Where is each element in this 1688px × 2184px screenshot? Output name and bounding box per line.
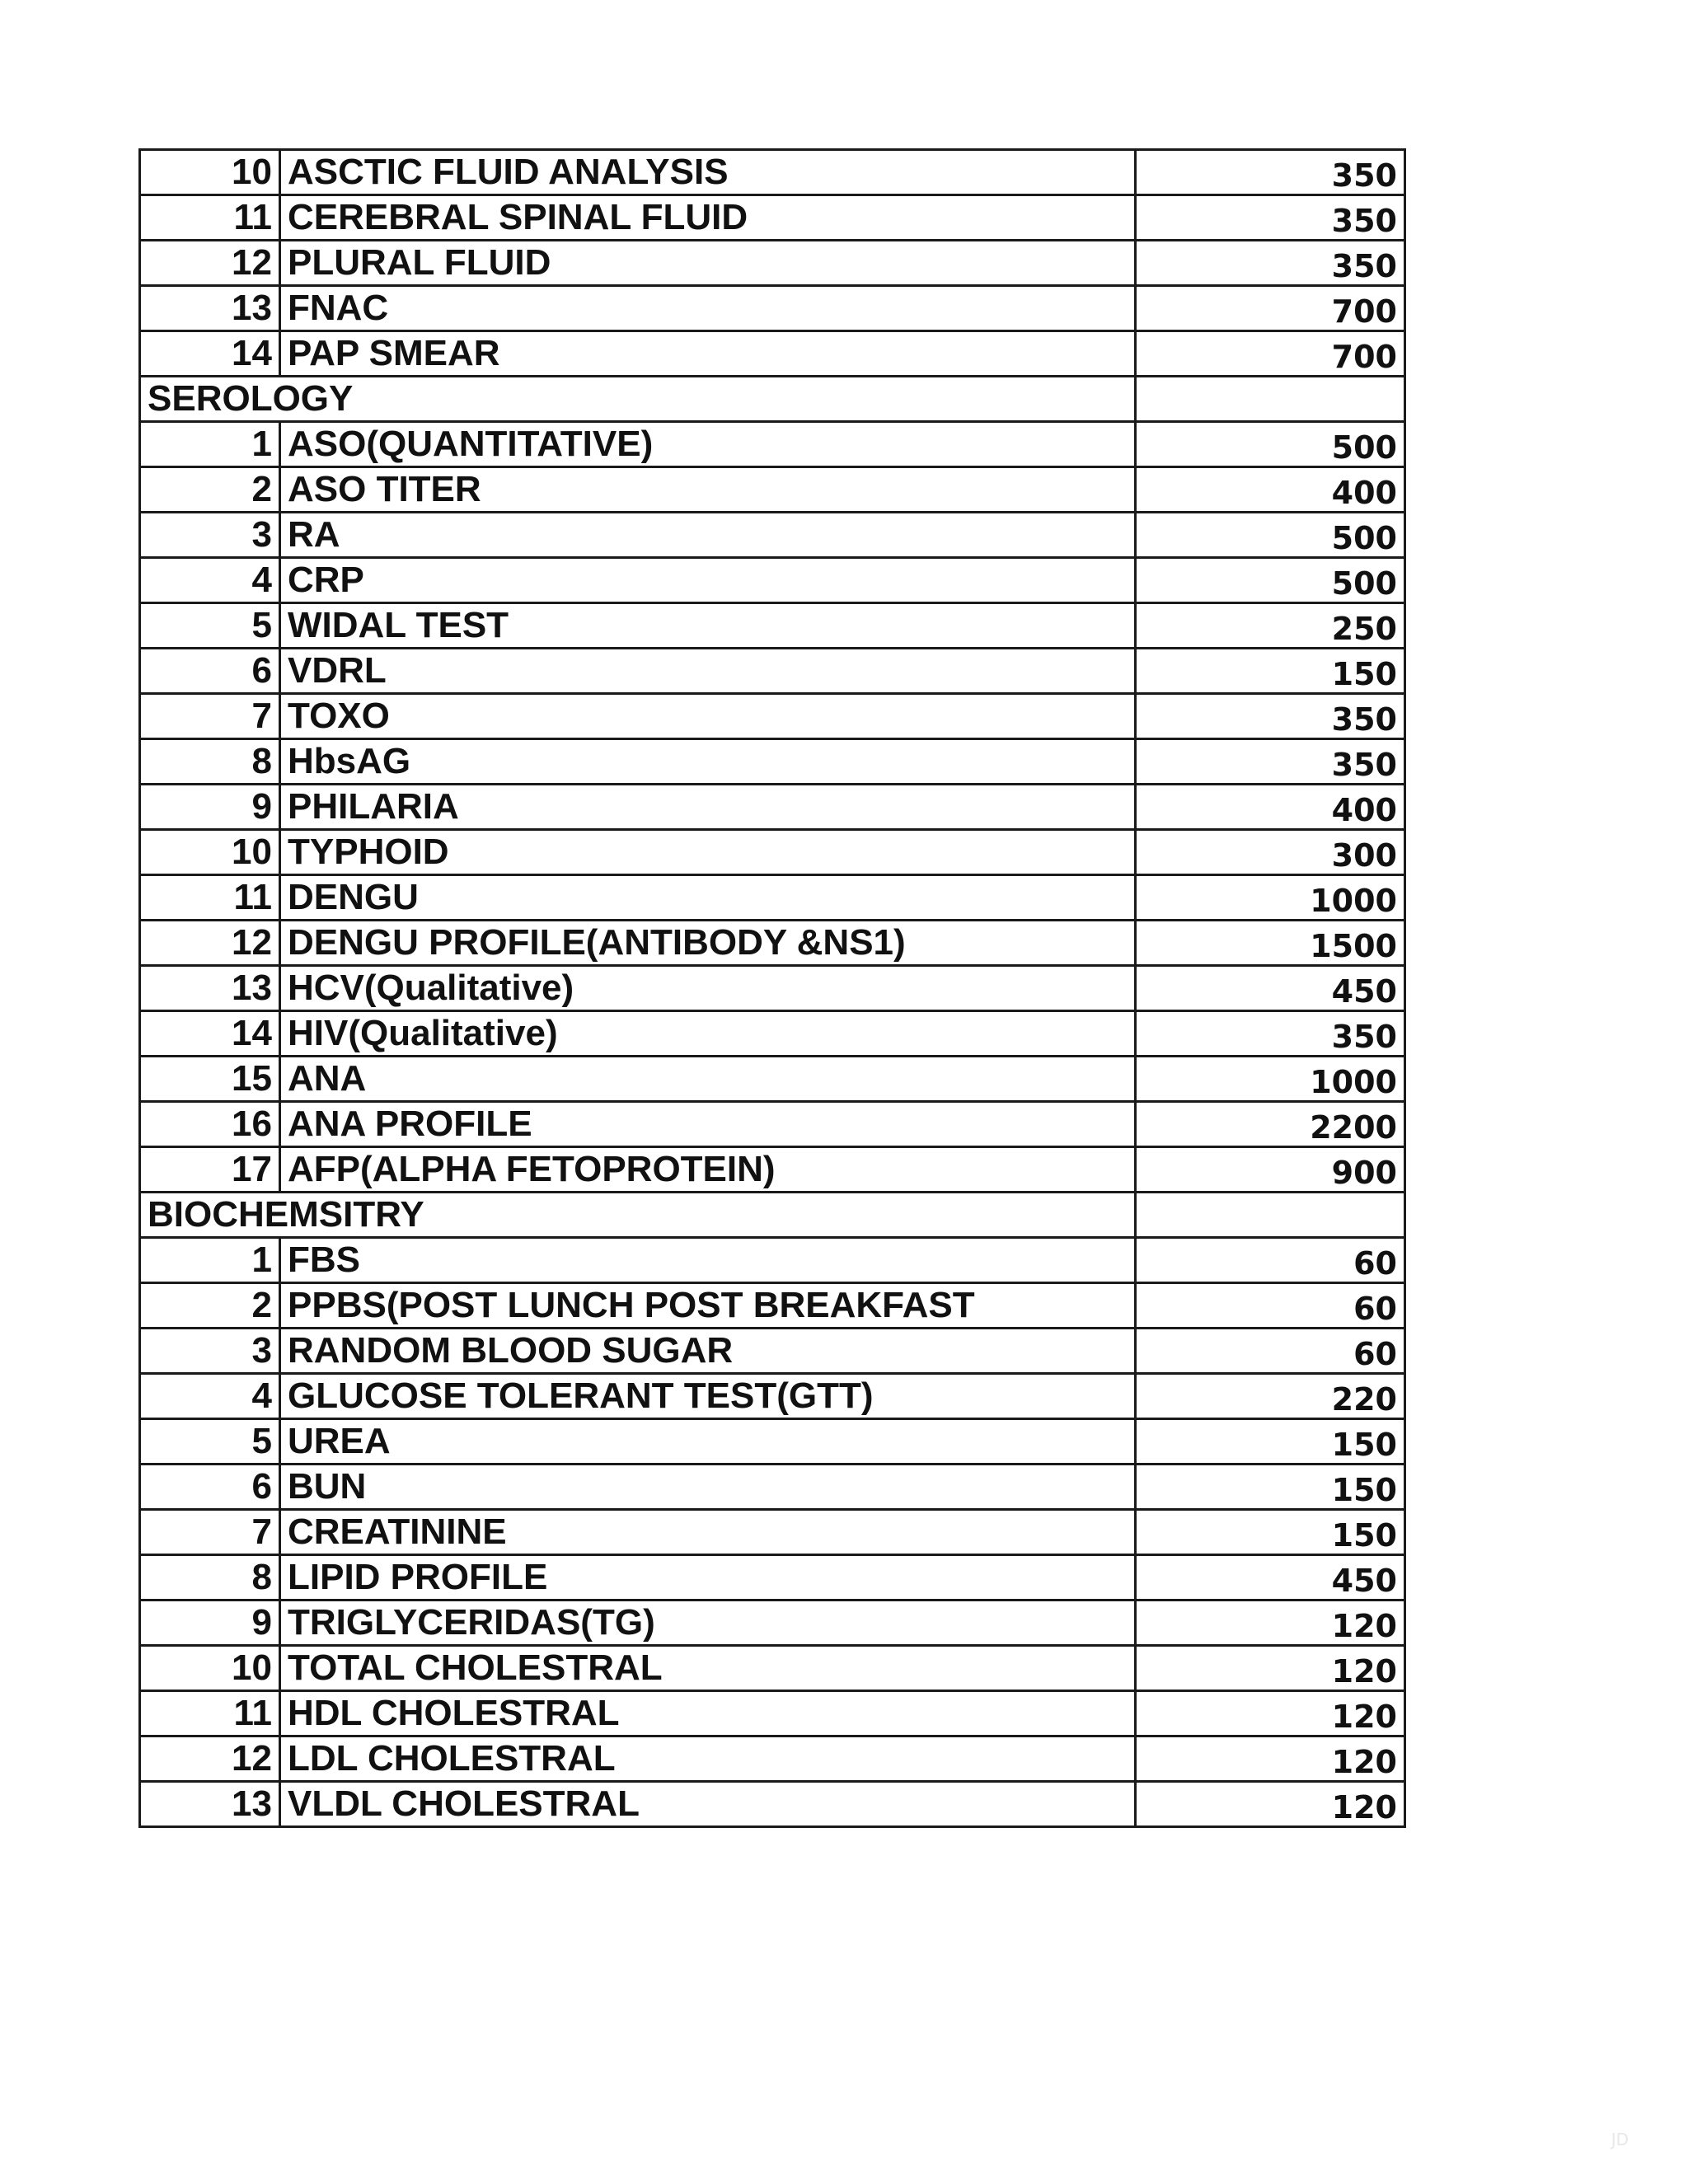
test-name: PLURAL FLUID [280,241,1136,286]
table-row [140,1691,1405,1736]
test-name: PHILARIA [280,785,1136,830]
row-number: 8 [140,739,280,785]
test-name: CRP [280,558,1136,603]
table-row [140,1510,1405,1555]
table-row [140,150,1405,195]
table-row [140,1419,1405,1465]
table-row [140,558,1405,603]
row-number: 3 [140,513,280,558]
row-number: 8 [140,1555,280,1601]
row-number: 6 [140,649,280,694]
table-row [140,875,1405,921]
row-number: 11 [140,1691,280,1736]
section-header-row [140,1193,1405,1238]
row-number: 7 [140,694,280,739]
row-number: 13 [140,286,280,331]
test-name: HDL CHOLESTRAL [280,1691,1136,1736]
table-row [140,1736,1405,1782]
table-row [140,241,1405,286]
row-number: 6 [140,1465,280,1510]
test-price: 150 [1136,1465,1405,1510]
table-row [140,1011,1405,1057]
test-price: 120 [1136,1646,1405,1691]
test-price: 150 [1136,1419,1405,1465]
test-name: PPBS(POST LUNCH POST BREAKFAST [280,1283,1136,1329]
section-price-cell [1136,1193,1405,1238]
test-price: 1000 [1136,1057,1405,1102]
row-number: 11 [140,195,280,241]
table-row [140,1555,1405,1601]
table-row [140,1147,1405,1193]
test-name: UREA [280,1419,1136,1465]
row-number: 12 [140,241,280,286]
test-name: BUN [280,1465,1136,1510]
row-number: 2 [140,1283,280,1329]
watermark-logo: JD [1611,2130,1629,2149]
test-price: 400 [1136,785,1405,830]
test-name: HIV(Qualitative) [280,1011,1136,1057]
table-row [140,422,1405,467]
table-row [140,1329,1405,1374]
test-name: FBS [280,1238,1136,1283]
test-name: ASO TITER [280,467,1136,513]
test-price: 700 [1136,331,1405,377]
row-number: 5 [140,603,280,649]
test-price: 500 [1136,558,1405,603]
row-number: 13 [140,1782,280,1827]
test-price: 1500 [1136,921,1405,966]
test-name: RA [280,513,1136,558]
table-row [140,1283,1405,1329]
table-row [140,921,1405,966]
table-row [140,1057,1405,1102]
test-price: 60 [1136,1283,1405,1329]
row-number: 11 [140,875,280,921]
test-price: 120 [1136,1736,1405,1782]
test-name: ASO(QUANTITATIVE) [280,422,1136,467]
test-name: AFP(ALPHA FETOPROTEIN) [280,1147,1136,1193]
test-price: 450 [1136,1555,1405,1601]
test-name: CEREBRAL SPINAL FLUID [280,195,1136,241]
row-number: 3 [140,1329,280,1374]
section-price-cell [1136,377,1405,422]
test-price: 300 [1136,830,1405,875]
test-name: TRIGLYCERIDAS(TG) [280,1601,1136,1646]
test-price: 150 [1136,649,1405,694]
test-price: 120 [1136,1691,1405,1736]
test-name: RANDOM BLOOD SUGAR [280,1329,1136,1374]
test-price: 350 [1136,241,1405,286]
price-list-table [138,148,1406,1828]
table-row [140,830,1405,875]
test-price: 500 [1136,513,1405,558]
test-price: 450 [1136,966,1405,1011]
table-row [140,603,1405,649]
section-title: SEROLOGY [140,377,1136,422]
row-number: 14 [140,1011,280,1057]
test-name: VDRL [280,649,1136,694]
table-row [140,331,1405,377]
test-name: CREATININE [280,1510,1136,1555]
table-row [140,649,1405,694]
test-name: PAP SMEAR [280,331,1136,377]
test-name: WIDAL TEST [280,603,1136,649]
row-number: 4 [140,1374,280,1419]
test-price: 400 [1136,467,1405,513]
test-price: 350 [1136,195,1405,241]
table-row [140,1465,1405,1510]
test-name: DENGU [280,875,1136,921]
test-name: HbsAG [280,739,1136,785]
test-price: 350 [1136,1011,1405,1057]
table-row [140,1374,1405,1419]
test-name: TYPHOID [280,830,1136,875]
row-number: 12 [140,921,280,966]
test-price: 500 [1136,422,1405,467]
test-name: ASCTIC FLUID ANALYSIS [280,150,1136,195]
test-price: 350 [1136,150,1405,195]
test-price: 900 [1136,1147,1405,1193]
table-row [140,785,1405,830]
table-row [140,195,1405,241]
test-price: 2200 [1136,1102,1405,1147]
test-name: TOXO [280,694,1136,739]
test-name: VLDL CHOLESTRAL [280,1782,1136,1827]
row-number: 12 [140,1736,280,1782]
row-number: 1 [140,422,280,467]
test-name: GLUCOSE TOLERANT TEST(GTT) [280,1374,1136,1419]
row-number: 10 [140,830,280,875]
row-number: 1 [140,1238,280,1283]
row-number: 5 [140,1419,280,1465]
row-number: 15 [140,1057,280,1102]
section-title: BIOCHEMSITRY [140,1193,1136,1238]
table-row [140,1646,1405,1691]
test-price: 250 [1136,603,1405,649]
test-price: 700 [1136,286,1405,331]
test-price: 350 [1136,694,1405,739]
test-name: LIPID PROFILE [280,1555,1136,1601]
table-row [140,513,1405,558]
table-row [140,1238,1405,1283]
row-number: 9 [140,1601,280,1646]
test-name: TOTAL CHOLESTRAL [280,1646,1136,1691]
test-name: ANA [280,1057,1136,1102]
row-number: 10 [140,1646,280,1691]
table-row [140,966,1405,1011]
row-number: 17 [140,1147,280,1193]
row-number: 7 [140,1510,280,1555]
row-number: 4 [140,558,280,603]
test-price: 60 [1136,1329,1405,1374]
test-price: 220 [1136,1374,1405,1419]
row-number: 2 [140,467,280,513]
row-number: 10 [140,150,280,195]
row-number: 13 [140,966,280,1011]
table-row [140,694,1405,739]
price-list-body [140,150,1405,1827]
table-row [140,1782,1405,1827]
test-name: HCV(Qualitative) [280,966,1136,1011]
table-row [140,739,1405,785]
test-name: DENGU PROFILE(ANTIBODY &NS1) [280,921,1136,966]
test-price: 350 [1136,739,1405,785]
test-price: 150 [1136,1510,1405,1555]
section-header-row [140,377,1405,422]
table-row [140,1102,1405,1147]
row-number: 16 [140,1102,280,1147]
test-price: 120 [1136,1782,1405,1827]
table-row [140,286,1405,331]
table-row [140,1601,1405,1646]
test-price: 60 [1136,1238,1405,1283]
test-name: FNAC [280,286,1136,331]
row-number: 14 [140,331,280,377]
row-number: 9 [140,785,280,830]
table-row [140,467,1405,513]
test-name: ANA PROFILE [280,1102,1136,1147]
test-price: 1000 [1136,875,1405,921]
test-name: LDL CHOLESTRAL [280,1736,1136,1782]
test-price: 120 [1136,1601,1405,1646]
